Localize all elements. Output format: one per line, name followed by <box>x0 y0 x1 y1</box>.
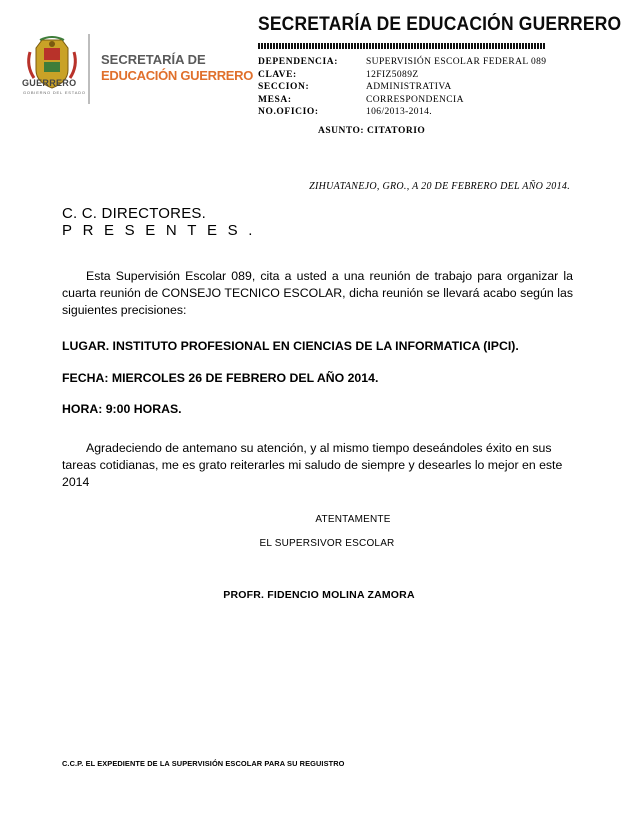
asunto-value: : CITATORIO <box>360 126 426 136</box>
banner-title: SECRETARÍA DE EDUCACIÓN GUERRERO <box>258 14 622 35</box>
office-metadata-table <box>258 56 546 119</box>
meta-row-seccion <box>258 81 546 94</box>
recipient-line: C. C. DIRECTORES. <box>62 205 206 222</box>
meta-label: CLAVE: <box>258 69 297 80</box>
logo-divider <box>88 34 90 104</box>
meta-label: NO.OFICIO: <box>258 107 319 118</box>
logo-gov-name: GUERRERO <box>22 78 77 88</box>
meta-value: 106/2013-2014. <box>366 107 433 118</box>
signer-role: EL SUPERSIVOR ESCOLAR <box>259 538 395 549</box>
asunto-label: ASUNTO <box>318 126 361 136</box>
meta-value: 12FIZ5089Z <box>366 69 419 80</box>
logo-gov-subtitle: GOBIERNO DEL ESTADO <box>23 90 86 95</box>
meta-value: CORRESPONDENCIA <box>366 94 464 105</box>
meta-row-no-oficio <box>258 106 546 119</box>
dateline: ZIHUATANEJO, GRO., A 20 DE FEBRERO DEL AÑO 2014. <box>309 181 570 192</box>
logo-educacion-line: EDUCACIÓN GUERRERO <box>101 68 254 83</box>
signer-name: PROFR. FIDENCIO MOLINA ZAMORA <box>223 589 415 601</box>
meta-row-clave <box>258 69 546 82</box>
meta-label: MESA: <box>258 94 292 105</box>
logo-secretaria-line: SECRETARÍA DE <box>101 52 206 67</box>
closing-atentamente: ATENTAMENTE <box>315 514 391 525</box>
asunto-line <box>318 126 425 136</box>
meta-label: SECCION: <box>258 82 310 93</box>
body-paragraph-closing: Agradeciendo de antemano su atención, y al mismo tiempo deseándoles éxito en sus tareas cotidianas, me es grato reiterarles mi saludo de siempre y desearles lo mejor en este 2014 <box>62 441 563 489</box>
meeting-time: HORA: 9:00 HORAS. <box>62 402 182 416</box>
meta-value: SUPERVISIÓN ESCOLAR FEDERAL 089 <box>366 57 547 67</box>
ccp-footer: C.C.P. EL EXPEDIENTE DE LA SUPERVISIÓN ESCOLAR PARA SU REGUISTRO <box>62 759 345 768</box>
barcode-stripe <box>258 43 545 49</box>
meeting-date: FECHA: MIERCOLES 26 DE FEBRERO DEL AÑO 2014. <box>62 371 379 385</box>
meeting-location: LUGAR. INSTITUTO PROFESIONAL EN CIENCIAS DE LA INFORMATICA (IPCI). <box>62 339 519 353</box>
meta-label: DEPENDENCIA: <box>258 57 339 67</box>
body-paragraph-invitation: Esta Supervisión Escolar 089, cita a usted a una reunión de trabajo para organizar la cuarta reunión de CONSEJO TECNICO ESCOLAR, dicha reunión se llevará acabo según las siguientes precisiones: <box>62 269 573 317</box>
presentes-line: PRESENTES. <box>62 222 264 239</box>
meta-row-dependencia <box>258 56 546 69</box>
meta-row-mesa <box>258 94 546 107</box>
meta-value: ADMINISTRATIVA <box>366 82 452 93</box>
